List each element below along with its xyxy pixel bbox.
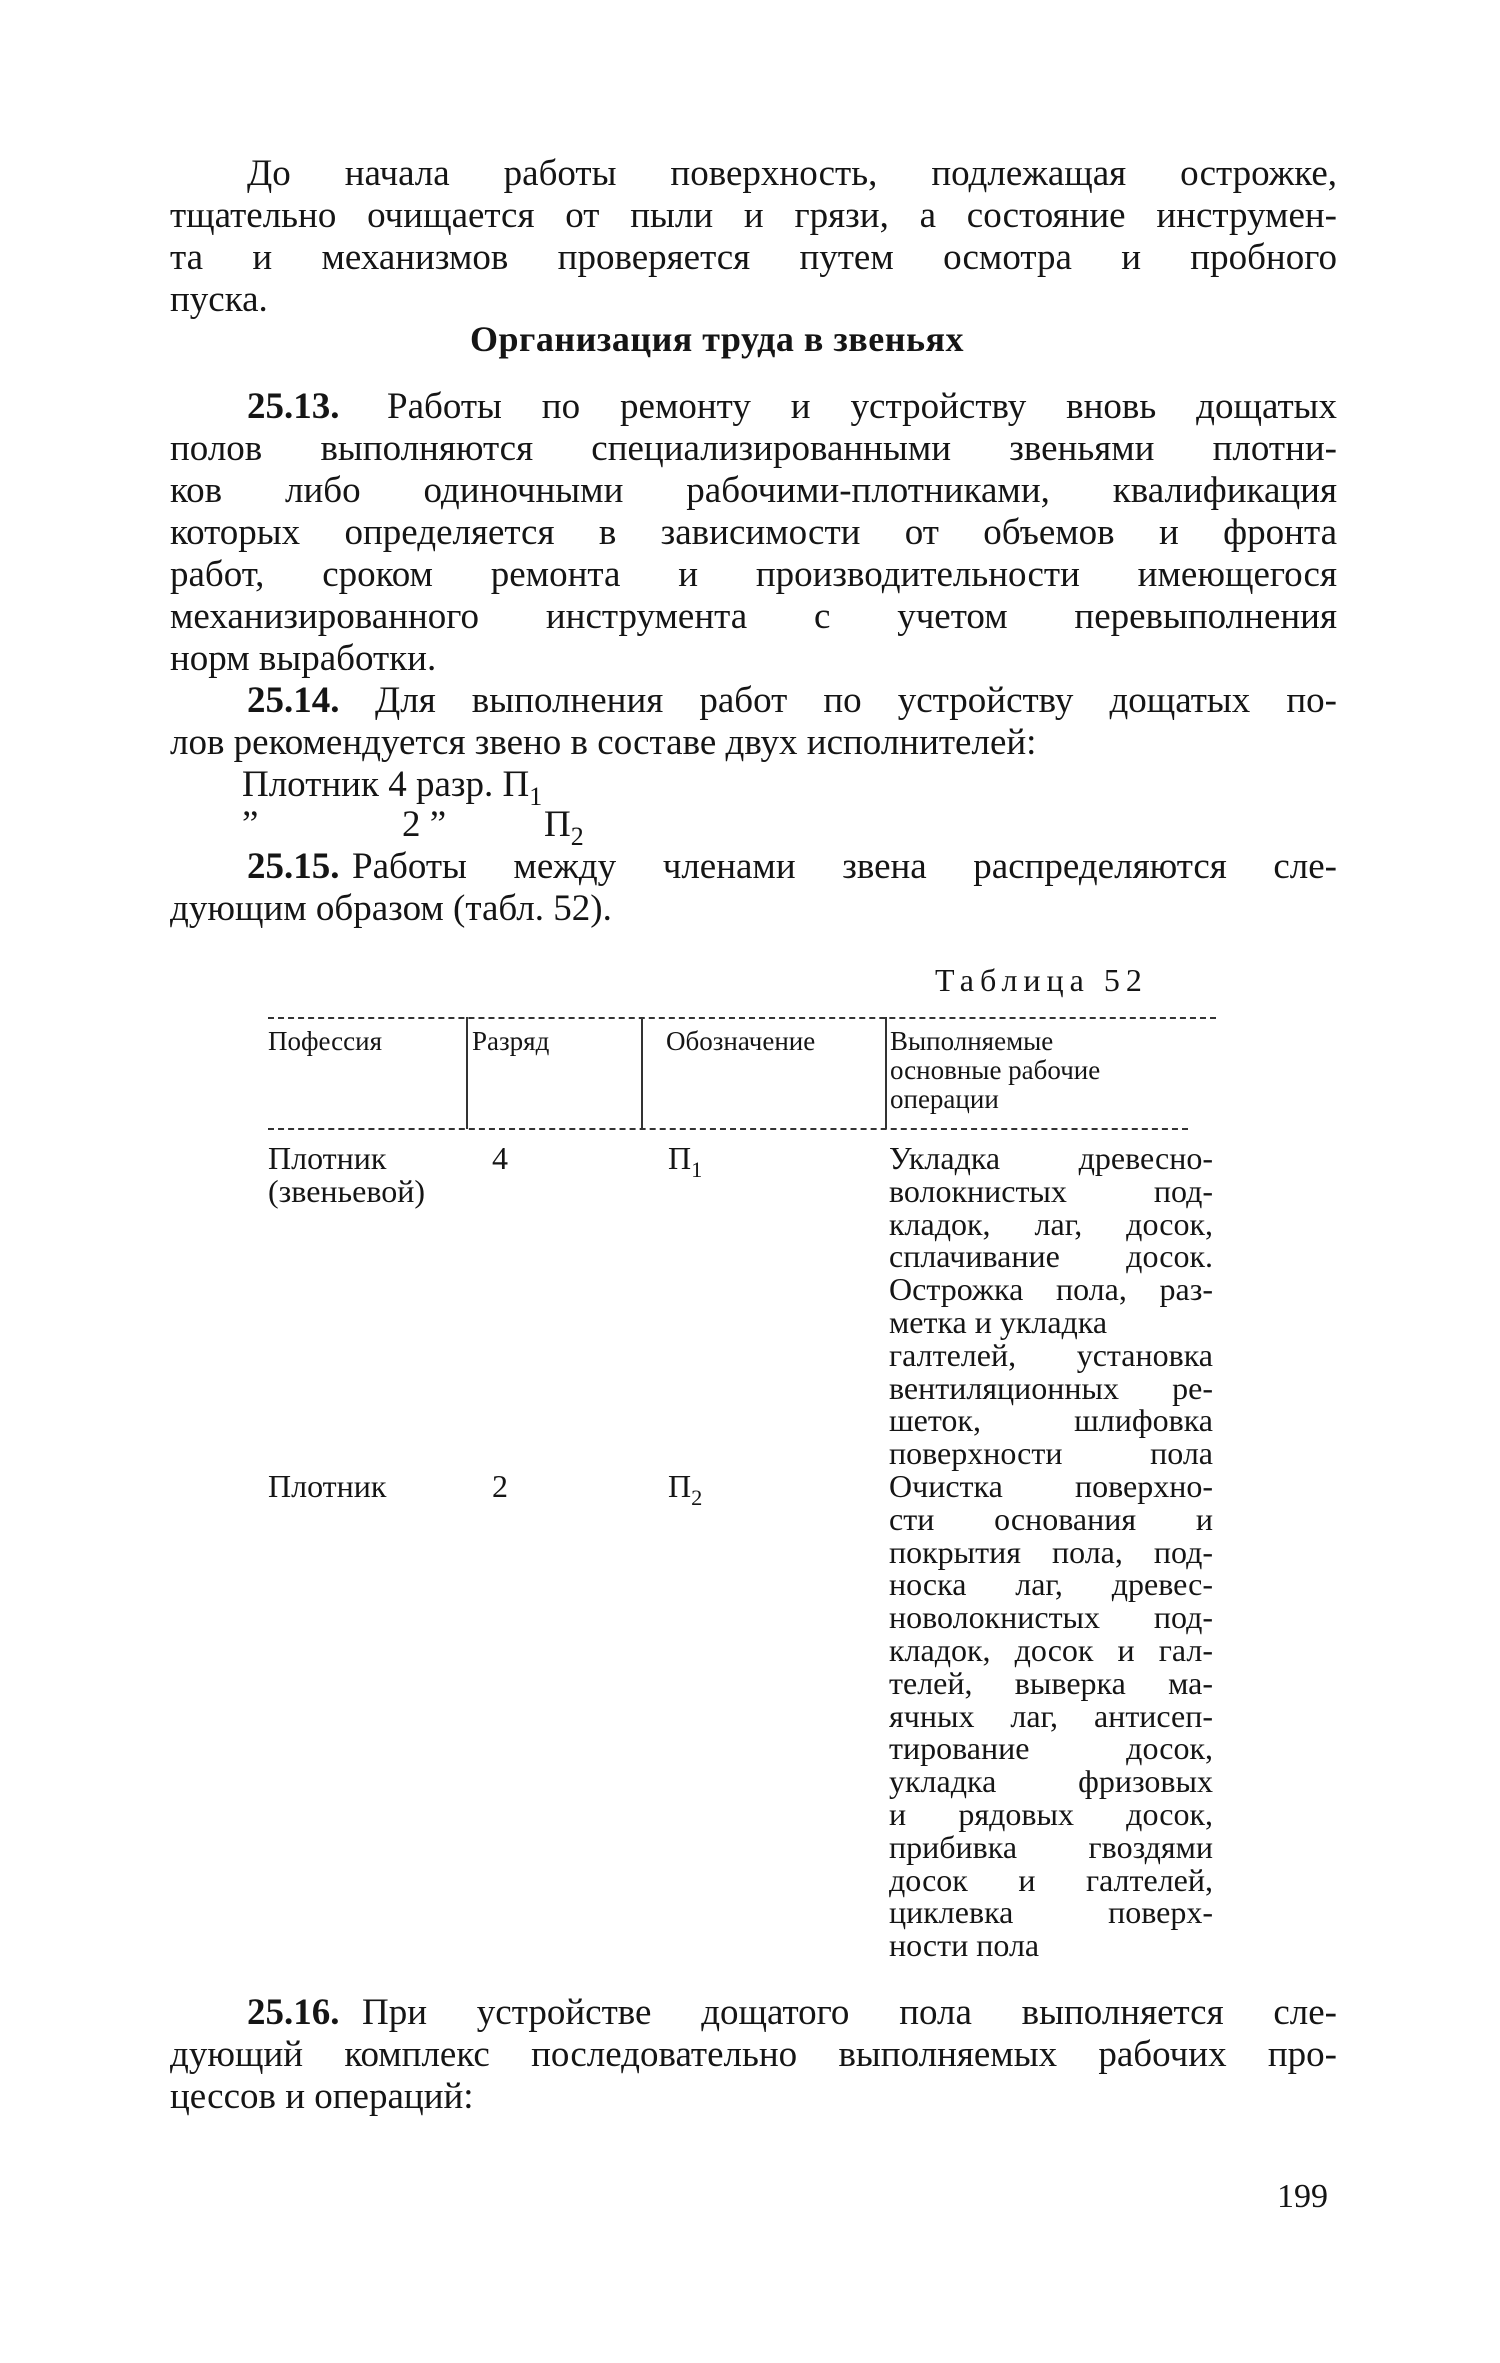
operations-line: прибивка гвоздями bbox=[889, 1828, 1213, 1865]
paragraph-number: 25.15. bbox=[247, 846, 340, 887]
intro-line: та и механизмов проверяется путем осмотра и пробного bbox=[170, 237, 1337, 278]
paragraph-line: При устройстве дощатого пола выполняется сле- bbox=[362, 1992, 1337, 2033]
cell-profession bbox=[268, 1142, 425, 1208]
crew-profession: ” bbox=[242, 804, 259, 845]
paragraph-line: механизированного инструмента с учетом перевыполнения bbox=[170, 596, 1337, 637]
operations-line: сплачивание досок. bbox=[889, 1238, 1213, 1275]
intro-line: тщательно очищается от пыли и грязи, а состояние инструмен- bbox=[170, 195, 1337, 236]
crew-member-line bbox=[242, 804, 584, 852]
paragraph-line: Работы по ремонту и устройству вновь дощатых bbox=[387, 386, 1337, 427]
paragraph-line: норм выработки. bbox=[170, 638, 437, 679]
crew-symbol: П bbox=[544, 804, 571, 845]
crew-grade: 2 ” bbox=[402, 804, 447, 845]
header-operations-line: операции bbox=[890, 1084, 999, 1114]
header-grade: Разряд bbox=[472, 1026, 550, 1056]
header-operations-line: Выполняемые bbox=[890, 1026, 1054, 1056]
paragraph-line: полов выполняются специализированными звеньями плотни- bbox=[170, 428, 1337, 469]
paragraph-line: дующим образом (табл. 52). bbox=[170, 888, 612, 929]
header-designation: Обозначение bbox=[666, 1026, 816, 1056]
paragraph-line: дующий комплекс последовательно выполняемых рабочих про- bbox=[170, 2034, 1337, 2075]
crew-grade: 4 разр. bbox=[388, 764, 494, 805]
operations-line: волокнистых под- bbox=[889, 1172, 1213, 1209]
paragraph-line: которых определяется в зависимости от объемов и фронта bbox=[170, 512, 1337, 553]
cell-profession bbox=[268, 1470, 386, 1503]
header-profession: Пофессия bbox=[268, 1026, 382, 1056]
operations-line: сти основания и bbox=[889, 1500, 1213, 1537]
operations-line: кладок, лаг, досок, bbox=[889, 1205, 1213, 1242]
designation-index: 1 bbox=[691, 1156, 703, 1182]
operations-line: тирование досок, bbox=[889, 1730, 1213, 1767]
paragraph-25-14-first-line bbox=[247, 680, 1337, 722]
operations-line: Очистка поверхно- bbox=[889, 1468, 1213, 1504]
operations-line: ности пола bbox=[889, 1927, 1040, 1964]
crew-member-line bbox=[242, 764, 543, 812]
paragraph-line: цессов и операций: bbox=[170, 2076, 474, 2117]
paragraph-25-13-first-line bbox=[247, 386, 1337, 428]
crew-symbol-index: 2 bbox=[570, 822, 584, 852]
operations-line: телей, выверка ма- bbox=[889, 1664, 1213, 1701]
designation-symbol: П bbox=[668, 1468, 692, 1504]
paragraph-number: 25.13. bbox=[247, 386, 340, 427]
operations-line: досок и галтелей, bbox=[889, 1861, 1213, 1898]
operations-line: носка лаг, древес- bbox=[889, 1566, 1213, 1603]
paragraph-number: 25.16. bbox=[247, 1992, 340, 2033]
page-number: 199 bbox=[1277, 2178, 1328, 2215]
intro-line: пуска. bbox=[170, 279, 268, 320]
column-divider bbox=[885, 1017, 887, 1129]
designation-symbol: П bbox=[668, 1140, 692, 1176]
crew-symbol-index: 1 bbox=[529, 782, 543, 812]
operations-line: циклевка поверх- bbox=[889, 1894, 1213, 1931]
table-caption: Таблица 52 bbox=[935, 962, 1148, 998]
header-operations-line: основные рабочие bbox=[890, 1055, 1101, 1085]
cell-profession-line: Плотник bbox=[268, 1140, 387, 1176]
operations-line: поверхности пола bbox=[889, 1435, 1213, 1472]
operations-line: галтелей, установка bbox=[889, 1336, 1213, 1373]
cell-profession-line: (звеньевой) bbox=[268, 1173, 426, 1209]
operations-line: новолокнистых под- bbox=[889, 1599, 1213, 1636]
crew-symbol: П bbox=[502, 764, 530, 805]
paragraph-number: 25.14. bbox=[247, 680, 340, 721]
operations-line: и рядовых досок, bbox=[889, 1795, 1213, 1832]
operations-line: шеток, шлифовка bbox=[889, 1402, 1213, 1439]
cell-designation bbox=[668, 1468, 703, 1510]
intro-line: До начала работы поверхность, подлежащая острожке, bbox=[247, 153, 1337, 194]
column-divider bbox=[641, 1017, 643, 1129]
paragraph-25-15-first-line bbox=[247, 846, 1337, 888]
cell-grade: 4 bbox=[492, 1140, 508, 1176]
crew-profession: Плотник bbox=[242, 764, 379, 805]
paragraph-line: ков либо одиночными рабочими-плотниками, квалификация bbox=[170, 470, 1337, 511]
column-divider bbox=[466, 1017, 468, 1129]
table-top-rule bbox=[268, 1017, 1216, 1019]
cell-designation bbox=[668, 1140, 703, 1182]
operations-line: ячных лаг, антисеп- bbox=[889, 1697, 1213, 1734]
operations-line: вентиляционных ре- bbox=[889, 1369, 1213, 1406]
paragraph-25-16-first-line bbox=[247, 1992, 1337, 2034]
operations-line: укладка фризовых bbox=[889, 1763, 1213, 1800]
cell-operations bbox=[889, 1470, 1213, 1962]
paragraph-line: Работы между членами звена распределяются сле- bbox=[352, 846, 1337, 887]
section-heading: Организация труда в звеньях bbox=[470, 319, 964, 359]
cell-operations bbox=[889, 1142, 1213, 1470]
designation-index: 2 bbox=[691, 1484, 703, 1510]
cell-grade: 2 bbox=[492, 1468, 508, 1504]
header-operations bbox=[890, 1027, 1100, 1114]
paragraph-line: Для выполнения работ по устройству дощатых по- bbox=[375, 680, 1337, 721]
paragraph-line: лов рекомендуется звено в составе двух исполнителей: bbox=[170, 722, 1037, 763]
operations-line: метка и укладка bbox=[889, 1303, 1108, 1340]
table-header-rule bbox=[268, 1128, 1188, 1130]
paragraph-line: работ, сроком ремонта и производительности имеющегося bbox=[170, 554, 1337, 595]
cell-profession-line: Плотник bbox=[268, 1468, 387, 1504]
operations-line: кладок, досок и гал- bbox=[889, 1631, 1213, 1668]
operations-line: покрытия пола, под- bbox=[889, 1533, 1213, 1570]
operations-line: Укладка древесно- bbox=[889, 1140, 1213, 1176]
operations-line: Острожка пола, раз- bbox=[889, 1271, 1213, 1308]
